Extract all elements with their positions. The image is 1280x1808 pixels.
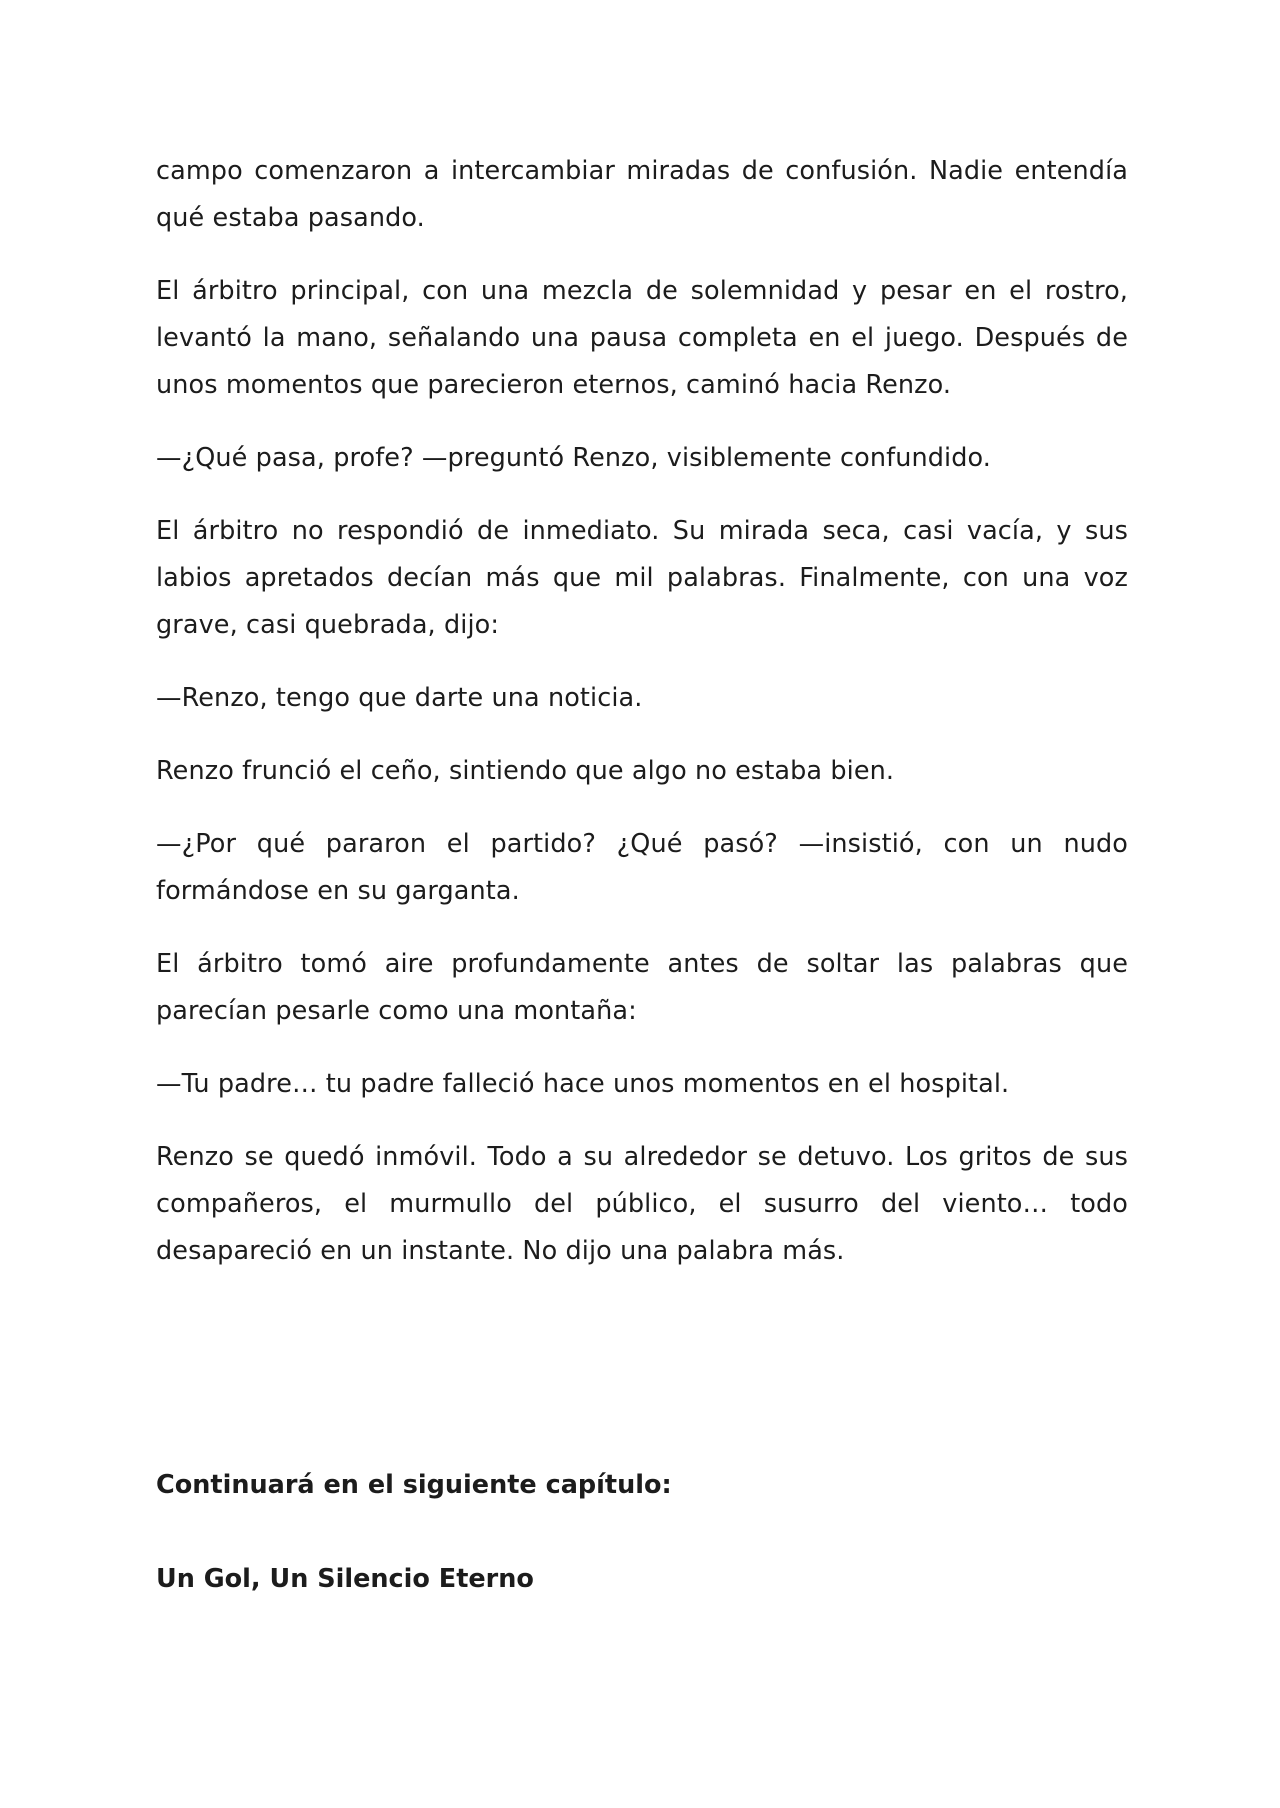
- document-body: [156, 148, 1128, 1301]
- paragraph-6: Renzo frunció el ceño, sintiendo que algo no estaba bien.: [156, 756, 895, 786]
- paragraph-1: campo comenzaron a intercambiar miradas de confusión. Nadie entendía qué estaba pasando.: [156, 156, 1128, 233]
- paragraph-5: —Renzo, tengo que darte una noticia.: [156, 683, 643, 713]
- paragraph-9: —Tu padre… tu padre falleció hace unos momentos en el hospital.: [156, 1069, 1010, 1099]
- paragraph-7: —¿Por qué pararon el partido? ¿Qué pasó? —insistió, con un nudo formándose en su garganta.: [156, 829, 1128, 906]
- paragraph-4: El árbitro no respondió de inmediato. Su mirada seca, casi vacía, y sus labios apretados decían más que mil palabras. Finalmente, con una voz grave, casi quebrada, dijo:: [156, 516, 1128, 640]
- paragraph-10: Renzo se quedó inmóvil. Todo a su alrededor se detuvo. Los gritos de sus compañeros, el murmullo del público, el susurro del viento… todo desapareció en un instante. No dijo una palabra más.: [156, 1142, 1128, 1266]
- paragraph-3: —¿Qué pasa, profe? —preguntó Renzo, visiblemente confundido.: [156, 443, 991, 473]
- next-chapter-title: Un Gol, Un Silencio Eterno: [156, 1564, 534, 1594]
- paragraph-8: El árbitro tomó aire profundamente antes de soltar las palabras que parecían pesarle como una montaña:: [156, 949, 1128, 1026]
- paragraph-2: El árbitro principal, con una mezcla de solemnidad y pesar en el rostro, levantó la mano, señalando una pausa completa en el juego. Después de unos momentos que parecieron eternos, caminó hacia Renzo.: [156, 276, 1128, 400]
- continuation-heading: Continuará en el siguiente capítulo:: [156, 1470, 672, 1500]
